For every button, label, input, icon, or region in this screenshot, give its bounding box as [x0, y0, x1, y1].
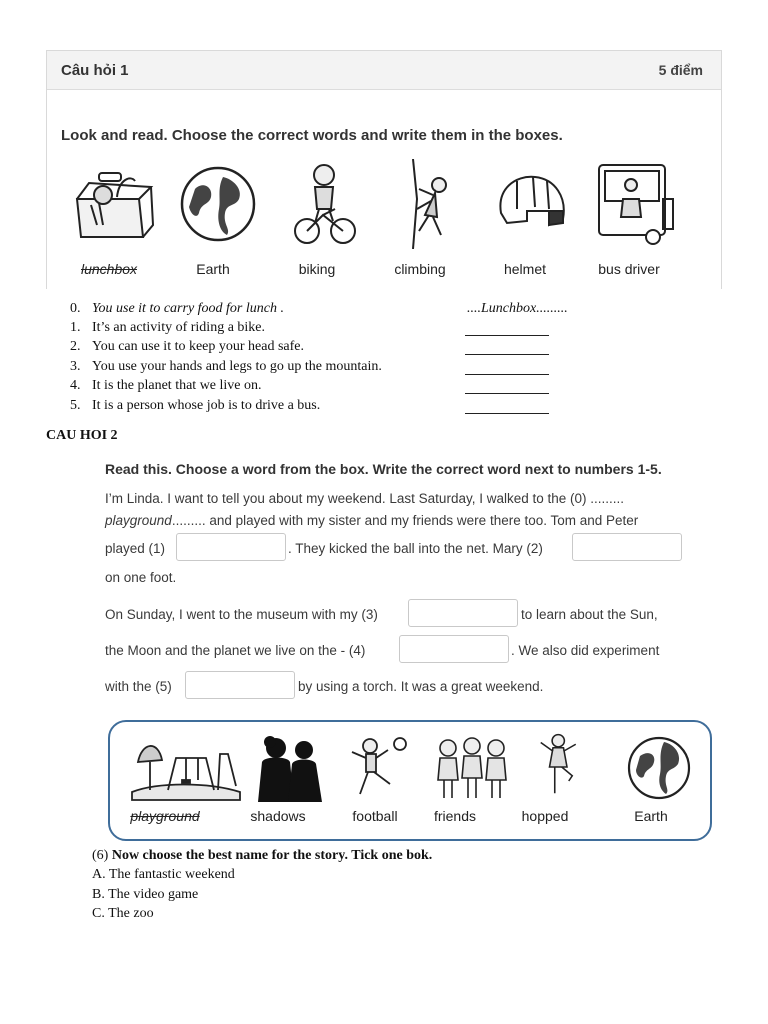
earth-icon — [624, 732, 694, 802]
question-6-number: (6) — [92, 848, 112, 863]
question-6-text: Now choose the best name for the story. Tick one bok. — [111, 848, 433, 863]
question-1-points: 5 điểm — [658, 62, 703, 78]
story-line-6a: the Moon and the planet we live on the - (4) — [105, 643, 366, 658]
picture-label-bus-driver: bus driver — [598, 261, 660, 277]
word-label-shadows: shadows — [250, 808, 306, 824]
story-line-7a: with the (5) — [105, 679, 172, 694]
hopping-girl-icon — [530, 732, 590, 802]
answer-blank-2[interactable] — [465, 340, 549, 355]
word-label-friends: friends — [433, 808, 477, 824]
sentence-number: 3. — [70, 359, 81, 374]
answer-box-3[interactable] — [408, 599, 518, 627]
answer-box-1[interactable] — [176, 533, 286, 561]
sentence-text: It is a person whose job is to drive a bus. — [92, 398, 321, 413]
sentence-0-answer: ....Lunchbox......... — [467, 301, 568, 316]
question-1-title: Câu hỏi 1 — [61, 61, 129, 79]
sentence-1 — [70, 320, 265, 336]
word-label-hopped: hopped — [521, 808, 569, 824]
story-line-1: I’m Linda. I want to tell you about my weekend. Last Saturday, I walked to the (0) ......... — [105, 491, 625, 506]
story-line-5a: On Sunday, I went to the museum with my (3) — [105, 607, 378, 622]
sentence-2 — [70, 339, 304, 355]
sentence-5 — [70, 398, 320, 414]
sentence-number: 0. — [70, 301, 81, 316]
picture-label-lunchbox: lunchbox — [80, 261, 138, 277]
question-6-prompt — [92, 848, 432, 864]
answer-blank-5[interactable] — [465, 399, 549, 414]
story-text: ......... and played with my sister and my friends were there too. Tom and Peter — [171, 513, 639, 528]
boy-biking-icon — [279, 159, 369, 249]
friends-icon — [432, 732, 512, 802]
word-label-football: football — [352, 808, 398, 824]
climber-icon — [383, 159, 473, 249]
answer-blank-1[interactable] — [465, 321, 549, 336]
sentence-number: 5. — [70, 398, 81, 413]
sentence-4 — [70, 378, 262, 394]
answer-blank-3[interactable] — [465, 360, 549, 375]
question-2-instruction: Read this. Choose a word from the box. Write the correct word next to numbers 1-5. — [105, 461, 662, 477]
example-answer: playground — [105, 513, 172, 528]
sentence-number: 4. — [70, 378, 81, 393]
story-line-4: on one foot. — [105, 570, 177, 585]
question-1-card — [46, 50, 722, 289]
option-c[interactable]: C. The zoo — [92, 906, 154, 921]
picture-label-earth: Earth — [196, 261, 230, 277]
answer-box-5[interactable] — [185, 671, 295, 699]
picture-label-helmet: helmet — [503, 261, 547, 277]
sentence-text: It’s an activity of riding a bike. — [92, 320, 266, 335]
sentence-text: It is the planet that we live on. — [92, 378, 262, 393]
story-line-6b: . We also did experiment — [511, 643, 660, 658]
sentence-number: 1. — [70, 320, 81, 335]
sentence-text: You use it to carry food for lunch . — [92, 301, 284, 316]
sentence-text: You can use it to keep your head safe. — [92, 339, 305, 354]
helmet-icon — [487, 159, 577, 249]
option-a[interactable]: A. The fantastic weekend — [92, 867, 235, 882]
word-label-earth: Earth — [634, 808, 668, 824]
question-1-header — [47, 51, 721, 90]
sentence-text: You use your hands and legs to go up the mountain. — [92, 359, 382, 374]
answer-box-4[interactable] — [399, 635, 509, 663]
story-line-5b: to learn about the Sun, — [521, 607, 658, 622]
story-line-3a: played (1) — [105, 541, 166, 556]
question-2-heading: CAU HOI 2 — [46, 428, 118, 443]
lunchbox-icon — [69, 159, 159, 249]
answer-box-2[interactable] — [572, 533, 682, 561]
picture-label-biking: biking — [298, 261, 336, 277]
shadows-icon — [250, 732, 330, 802]
story-line-2 — [105, 513, 638, 528]
sentence-number: 2. — [70, 339, 81, 354]
sentence-0 — [70, 301, 284, 317]
story-line-7b: by using a torch. It was a great weekend. — [298, 679, 544, 694]
football-player-icon — [346, 732, 410, 802]
sentence-3 — [70, 359, 382, 375]
answer-blank-4[interactable] — [465, 379, 549, 394]
playground-icon — [128, 732, 244, 802]
question-1-instruction: Look and read. Choose the correct words and write them in the boxes. — [61, 127, 563, 144]
picture-label-climbing: climbing — [394, 261, 446, 277]
word-label-playground: playground — [130, 808, 200, 824]
story-line-3b: . They kicked the ball into the net. Mary (2) — [288, 541, 543, 556]
option-b[interactable]: B. The video game — [92, 887, 199, 902]
bus-driver-icon — [591, 159, 681, 249]
earth-icon — [173, 159, 263, 249]
